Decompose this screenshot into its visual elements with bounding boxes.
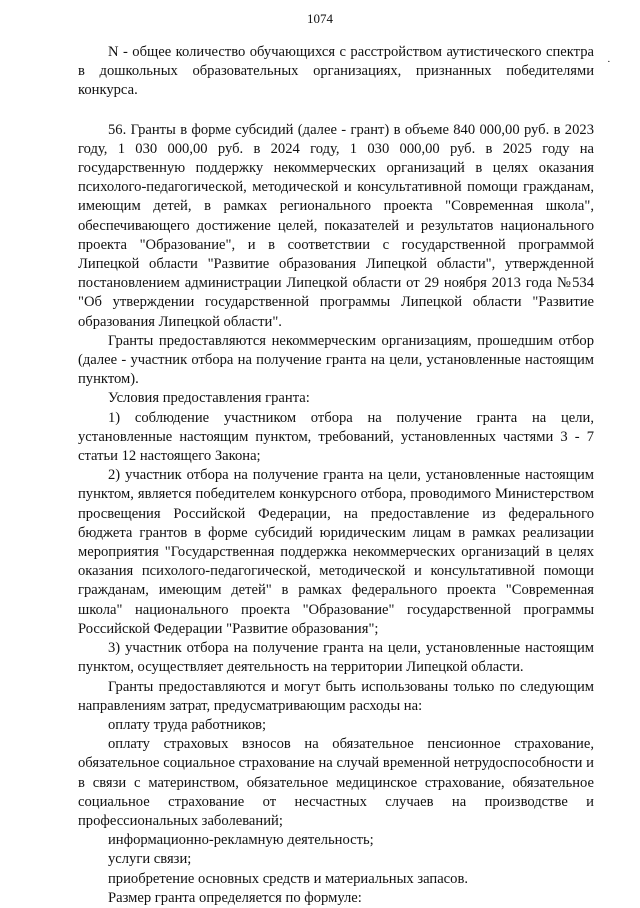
paragraph-56-grants: 56. Гранты в форме субсидий (далее - грант) в объеме 840 000,00 руб. в 2023 году, 1 030 000,00 руб. в 2024 году, 1 030 000,00 руб. в 2025 году на государственную поддержку некоммерческих организаций в целях оказания психолого-педагогической, методической и консультативной помощи гражданам, имеющим детей, в рамках регионального проекта "Современная школа", обеспечивающего достижение целей, показателей и результатов национального проекта "Образование", и в соответствии с государственной программой Липецкой области "Развитие образования Липецкой области", утвержденной постановлением администрации Липецкой области от 29 ноября 2013 года №534 "Об утверждении государственной программы Липецкой области "Развитие образования Липецкой области". [78,121,594,330]
paragraph-expense-communication: услуги связи; [108,851,192,868]
paragraph-expense-advertising: информационно-рекламную деятельность; [108,832,374,849]
margin-mark: · [607,56,611,68]
paragraph-grant-formula: Размер гранта определяется по формуле: [108,889,362,906]
page-number: 1074 [307,11,333,26]
paragraph-condition-1: 1) соблюдение участником отбора на получение гранта на цели, установленные настоящим пунктом, требований, установленных частями 3 - 7 статьи 12 настоящего Закона; [78,409,594,465]
document-body [78,43,594,908]
paragraph-expense-assets: приобретение основных средств и материальных запасов. [108,870,468,887]
paragraph-condition-2: 2) участник отбора на получение гранта на цели, установленные настоящим пунктом, является победителем конкурсного отбора, проводимого Министерством просвещения Российской Федерации, на предоставление из федерального бюджета грантов в форме субсидий юридическим лицам в рамках реализации мероприятия "Государственная поддержка некоммерческих организаций в целях оказания психолого-педагогической, методической и консультативной помощи гражданам, имеющим детей" в рамках федерального проекта "Современная школа" национального проекта "Образование" государственной программы Российской Федерации "Развитие образования"; [78,467,594,637]
paragraph-condition-3: 3) участник отбора на получение гранта на цели, установленные настоящим пунктом, осуществляет деятельность на территории Липецкой области. [78,640,594,676]
paragraph-expense-insurance: оплату страховых взносов на обязательное пенсионное страхование, обязательное социальное страхование на случай временной нетрудоспособности и в связи с материнством, обязательное медицинское страхование, обязательное социальное страхование от несчастных случаев на производстве и профессиональных заболеваний; [78,736,594,829]
paragraph-grants-recipients: Гранты предоставляются некоммерческим организациям, прошедшим отбор (далее - участник отбора на получение гранта на цели, установленные настоящим пунктом). [78,332,594,388]
paragraph-expense-directions: Гранты предоставляются и могут быть использованы только по следующим направлениям затрат, предусматривающим расходы на: [78,678,594,714]
paragraph-expense-salary: оплату труда работников; [108,716,267,733]
paragraph-conditions-heading: Условия предоставления гранта: [108,390,310,407]
paragraph-n-definition: N - общее количество обучающихся с расстройством аутистического спектра в дошкольных образовательных организациях, признанных победителями конкурса. [78,44,594,99]
